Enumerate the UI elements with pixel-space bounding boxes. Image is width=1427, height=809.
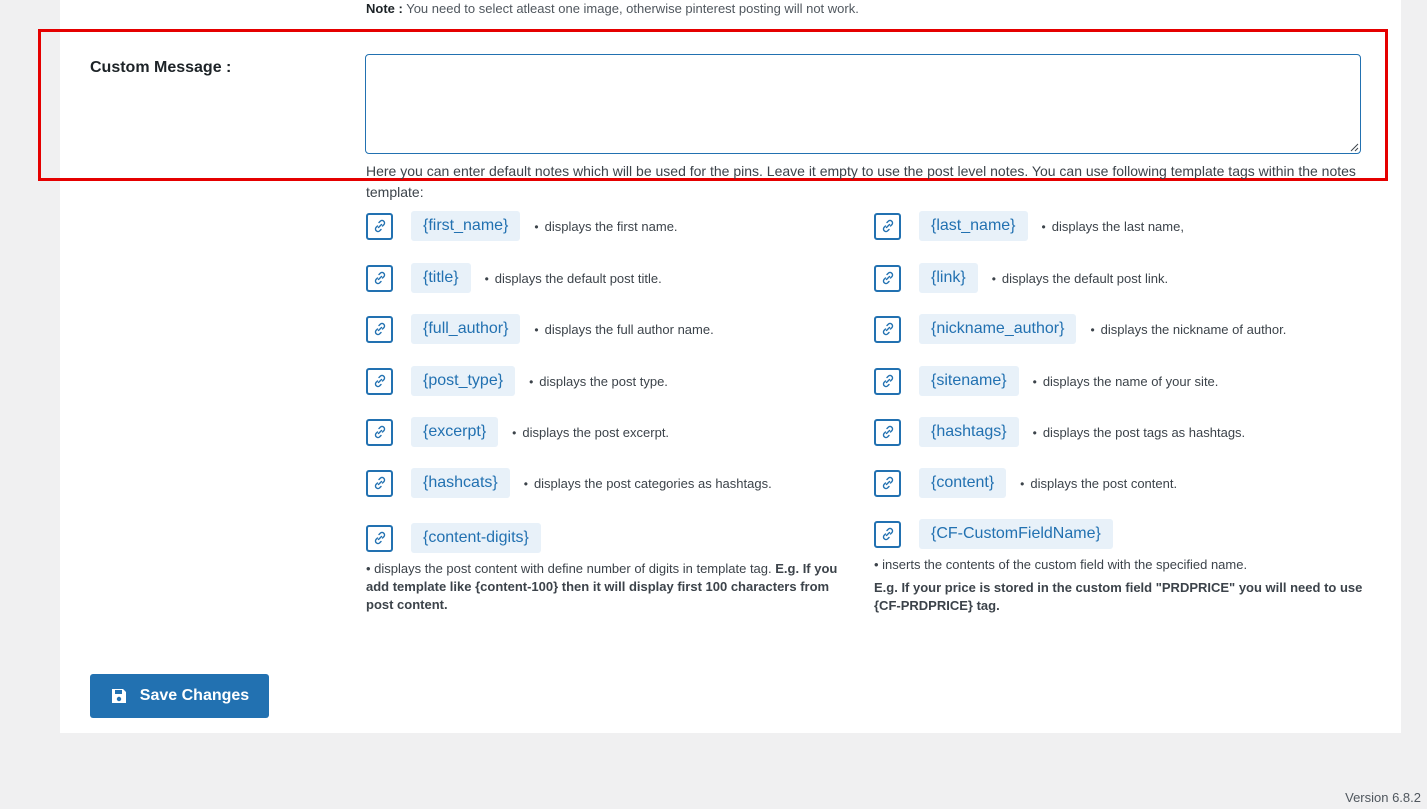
template-tag[interactable]: {content-digits}: [411, 523, 541, 553]
resize-grip-icon[interactable]: [1349, 142, 1359, 152]
tag-item: [874, 416, 1245, 448]
template-tag[interactable]: {sitename}: [919, 366, 1019, 396]
template-tag[interactable]: {nickname_author}: [919, 314, 1076, 344]
version-label: Version 6.8.2: [1345, 790, 1421, 805]
link-icon[interactable]: [874, 368, 901, 395]
tag-item: [874, 365, 1218, 397]
tag-description: • displays the default post title.: [485, 271, 662, 286]
tag-description: • displays the full author name.: [534, 322, 713, 337]
link-icon[interactable]: [366, 213, 393, 240]
tag-item: [366, 313, 714, 345]
tag-item: [366, 467, 772, 499]
template-tag[interactable]: {last_name}: [919, 211, 1028, 241]
template-tag[interactable]: {full_author}: [411, 314, 520, 344]
custom-message-label: Custom Message :: [90, 59, 232, 76]
link-icon[interactable]: [874, 470, 901, 497]
link-icon[interactable]: [366, 525, 393, 552]
tag-item: [874, 518, 1113, 550]
tag-item: [874, 313, 1286, 345]
link-icon[interactable]: [874, 265, 901, 292]
template-tag[interactable]: {CF-CustomFieldName}: [919, 519, 1113, 549]
custom-message-description: Here you can enter default notes which will be used for the pins. Leave it empty to use the post level notes. You can use following template tags within the notes template:: [366, 163, 1356, 200]
template-tag[interactable]: {first_name}: [411, 211, 520, 241]
tag-item: [874, 210, 1184, 242]
link-icon[interactable]: [366, 316, 393, 343]
link-icon[interactable]: [874, 419, 901, 446]
tag-description: • displays the first name.: [534, 219, 677, 234]
save-icon: [110, 687, 128, 705]
link-icon[interactable]: [874, 521, 901, 548]
link-icon[interactable]: [366, 419, 393, 446]
tag-description: • displays the name of your site.: [1033, 374, 1219, 389]
tag-description: • displays the post categories as hashtags.: [524, 476, 772, 491]
tag-description: • displays the post type.: [529, 374, 668, 389]
template-tag[interactable]: {hashtags}: [919, 417, 1019, 447]
template-tag[interactable]: {content}: [919, 468, 1006, 498]
template-tag[interactable]: {post_type}: [411, 366, 515, 396]
template-tag[interactable]: {hashcats}: [411, 468, 510, 498]
link-icon[interactable]: [366, 470, 393, 497]
tag-description: • displays the post excerpt.: [512, 425, 669, 440]
tag-item: [366, 522, 541, 554]
link-icon[interactable]: [874, 213, 901, 240]
link-icon[interactable]: [874, 316, 901, 343]
custom-message-textarea[interactable]: [365, 54, 1361, 154]
tag-item: [366, 210, 678, 242]
template-tag[interactable]: {link}: [919, 263, 978, 293]
tag-item: [874, 467, 1177, 499]
tag-item: [366, 365, 668, 397]
tag-description: • displays the default post link.: [992, 271, 1168, 286]
content-digits-description: • displays the post content with define number of digits in template tag. E.g. If you add template like {content-100} then it will display first 100 characters from post content.: [366, 561, 838, 612]
tag-description: • displays the nickname of author.: [1090, 322, 1286, 337]
tag-item: [874, 262, 1168, 294]
link-icon[interactable]: [366, 368, 393, 395]
template-tag[interactable]: {excerpt}: [411, 417, 498, 447]
save-changes-label: Save Changes: [139, 687, 250, 704]
custom-field-description: • inserts the contents of the custom field with the specified name.: [874, 557, 1248, 572]
image-requirement-note: Note : You need to select atleast one image, otherwise pinterest posting will not work.: [366, 1, 859, 16]
template-tag[interactable]: {title}: [411, 263, 471, 293]
tag-description: • displays the last name,: [1042, 219, 1184, 234]
tag-description: • displays the post content.: [1020, 476, 1177, 491]
tag-description: • displays the post tags as hashtags.: [1033, 425, 1246, 440]
custom-field-example: E.g. If your price is stored in the custom field "PRDPRICE" you will need to use {CF-PRDPRICE} tag.: [874, 580, 1363, 613]
tag-item: [366, 262, 662, 294]
tag-item: [366, 416, 669, 448]
link-icon[interactable]: [366, 265, 393, 292]
save-changes-button[interactable]: [90, 674, 269, 718]
